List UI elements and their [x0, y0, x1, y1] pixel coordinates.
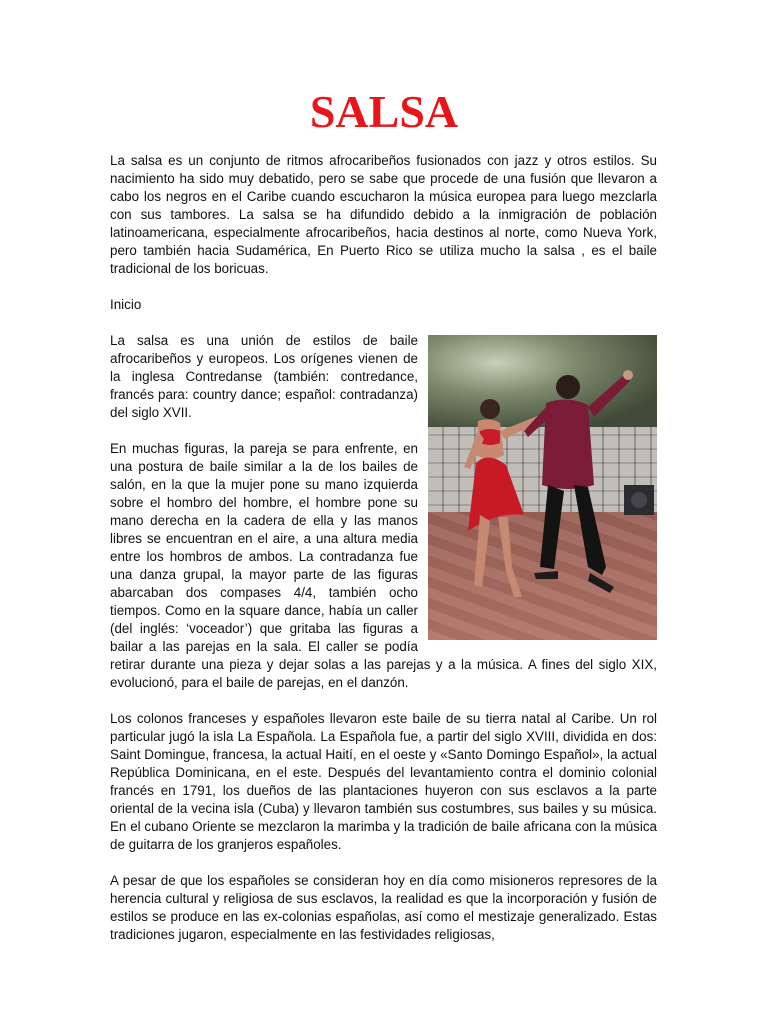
paragraph-spanish: A pesar de que los españoles se consideran hoy en día como misioneros represores de la herencia cultural y religiosa de sus esclavos, la realidad es que la incorporación y fusión de estilos se produce en las ex-colonias españolas, así como el mestizaje generalizado. Estas tradiciones jugaron, especialmente en las festividades religiosas, [110, 873, 657, 942]
paragraph-intro: La salsa es un conjunto de ritmos afrocaribeños fusionados con jazz y otros estilos. Su nacimiento ha sido muy debatido, pero se sabe que procede de una fusión que llevaron a cabo los negros en el Caribe cuando escucharon la música europea para luego mezclarla con sus tambores. La salsa se ha difundido debido a la inmigración de población latinoamericana, especialmente afrocaribeños, hacia destinos al norte, como Nueva York, pero también hacia Sudamérica, En Puerto Rico se utiliza mucho la salsa , es el baile tradicional de los boricuas. [110, 153, 657, 276]
salsa-dancers-photo [428, 335, 657, 640]
document-body [110, 152, 657, 962]
paragraph-figures: En muchas figuras, la pareja se para enfrente, en una postura de baile similar a la de los bailes de salón, en la que la mujer pone su mano izquierda sobre el hombro del hombre, el hombre pone su mano derecha en la cadera de ella y las manos libres se encuentran en el aire, a una altura media entre los hombros de ambos. La contradanza fue una danza grupal, la mayor parte de las figuras abarcaban dos compases 4/4, también ocho tiempos. Como en la square dance, había un caller (del inglés: ‘voceador’) que gritaba las figuras a bailar a las parejas en la sala. El caller se podía retirar durante una pieza y dejar solas a las parejas y a la música. A fines del siglo XIX, evolucionó, para el baile de parejas, en el danzón. [110, 441, 657, 690]
page-title: SALSA [309, 86, 459, 137]
paragraph-colonists: Los colonos franceses y españoles llevaron este baile de su tierra natal al Caribe. Un rol particular jugó la isla La Española. La Española fue, a partir del siglo XVIII, dividida en dos: Saint Domingue, francesa, la actual Haití, en el oeste y «Santo Domingo Español», la actual República Dominicana, en el este. Después del levantamiento contra el dominio colonial francés en 1791, los dueños de las plantaciones huyeron con sus esclavos a la parte oriental de la vecina isla (Cuba) y llevaron también sus costumbres, sus bailes y su música. En el cubano Oriente se mezclaron la marimba y la tradición de baile africana con la música de guitarra de los granjeros españoles. [110, 711, 657, 852]
paragraph-origins: La salsa es una unión de estilos de baile afrocaribeños y europeos. Los orígenes vienen de la inglesa Contredanse (también: contredance, francés para: country dance; español: contradanza) del siglo XVII. [110, 333, 418, 420]
section-heading-inicio: Inicio [110, 297, 142, 312]
